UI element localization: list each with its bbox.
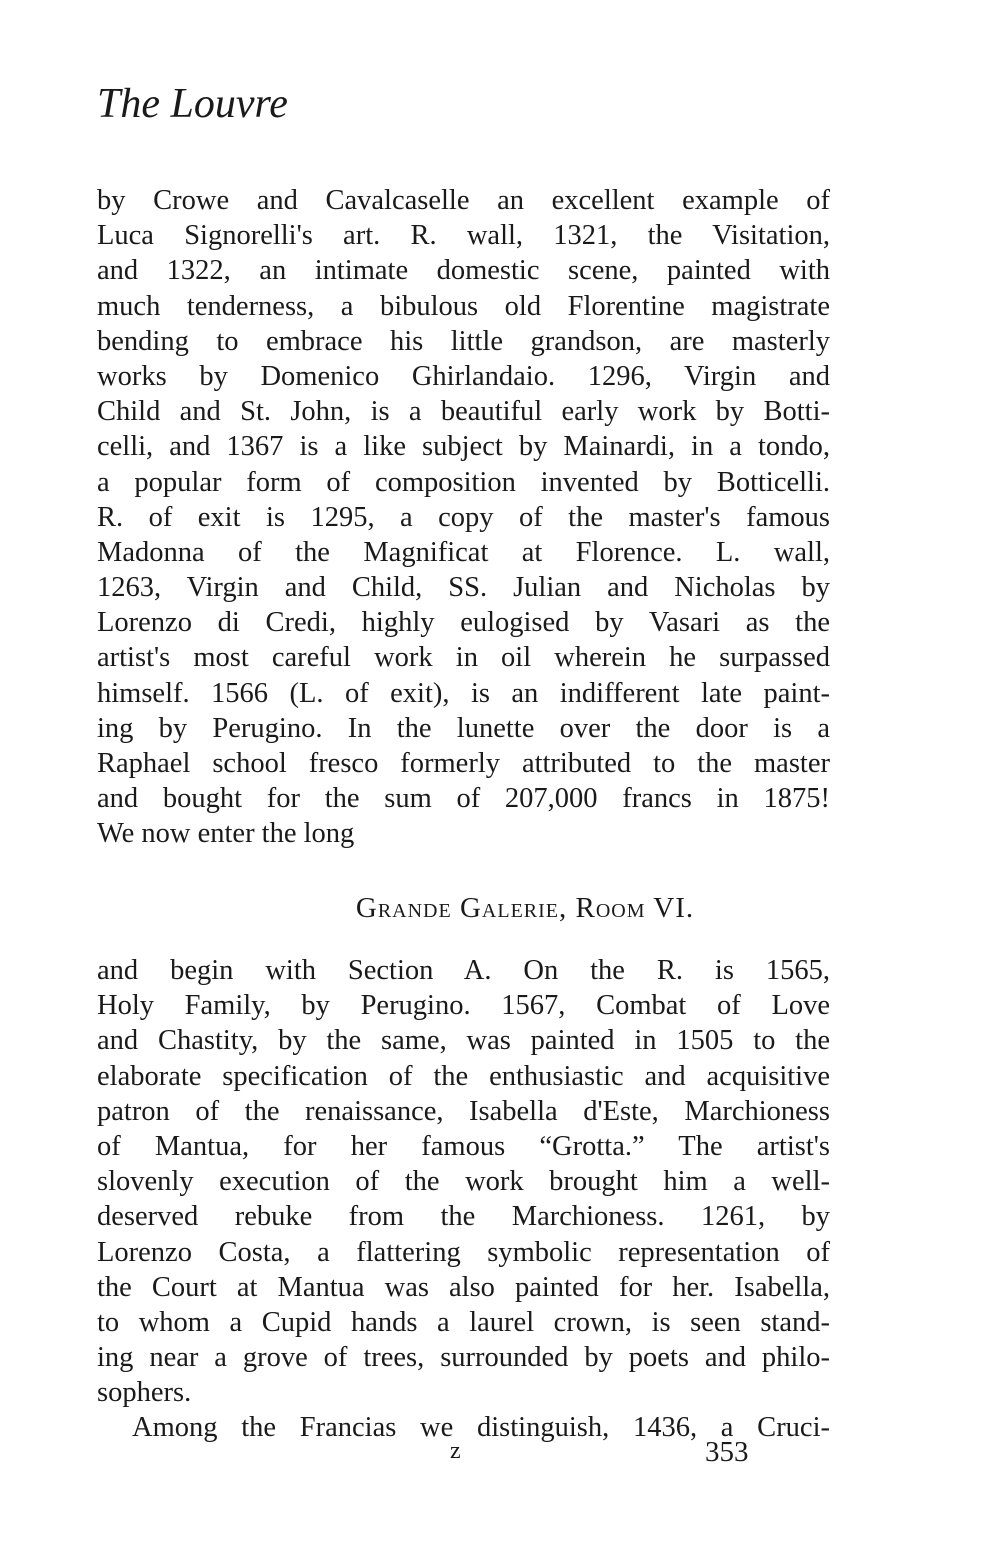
text-line: and begin with Section A. On the R. is 1565, [97, 955, 830, 986]
text-line: bending to embrace his little grandson, are masterly [97, 325, 830, 357]
text-line: deserved rebuke from the Marchioness. 1261, by [97, 1201, 830, 1233]
text-line: and 1322, an intimate domestic scene, painted with [97, 255, 830, 287]
page-number: 353 [705, 1436, 749, 1468]
paragraph-1 [97, 183, 830, 852]
text-line: Luca Signorelli's art. R. wall, 1321, the Visitation, [97, 220, 830, 252]
section-heading: Grande Galerie, Room VI. [355, 892, 695, 924]
text-line: himself. 1566 (L. of exit), is an indifferent late paint- [97, 677, 830, 709]
signature-mark: z [450, 1438, 461, 1464]
text-line: Madonna of the Magnificat at Florence. L. wall, [97, 536, 830, 568]
text-line: to whom a Cupid hands a laurel crown, is seen stand- [97, 1306, 830, 1338]
text-line: sophers. [97, 1377, 192, 1409]
text-line: celli, and 1367 is a like subject by Mainardi, in a tondo, [97, 431, 830, 463]
text-line: much tenderness, a bibulous old Florentine magistrate [97, 290, 830, 322]
text-line: Raphael school fresco formerly attributed to the master [97, 748, 830, 779]
text-line: Lorenzo di Credi, highly eulogised by Vasari as the [97, 607, 830, 639]
text-line: 1263, Virgin and Child, SS. Julian and Nicholas by [97, 572, 830, 604]
text-line: artist's most careful work in oil wherein he surpassed [97, 642, 830, 674]
text-line: works by Domenico Ghirlandaio. 1296, Virgin and [97, 360, 830, 392]
text-line: the Court at Mantua was also painted for her. Isabella, [97, 1271, 830, 1303]
paragraph-2 [97, 953, 830, 1446]
text-line: R. of exit is 1295, a copy of the master's famous [97, 501, 830, 533]
text-line: a popular form of composition invented by Botticelli. [97, 466, 830, 498]
text-line: Among the Francias we distinguish, 1436, a Cruci- [132, 1412, 830, 1444]
text-line: and bought for the sum of 207,000 francs in 1875! [97, 783, 830, 815]
text-line: by Crowe and Cavalcaselle an excellent example of [97, 185, 830, 216]
text-line: We now enter the long [97, 818, 355, 850]
text-line: Holy Family, by Perugino. 1567, Combat of Love [97, 990, 830, 1022]
text-line: and Chastity, by the same, was painted in 1505 to the [97, 1025, 830, 1057]
text-line: elaborate specification of the enthusiastic and acquisitive [97, 1060, 830, 1092]
text-line: ing near a grove of trees, surrounded by poets and philo- [97, 1342, 830, 1374]
running-head: The Louvre [97, 81, 288, 127]
text-line: patron of the renaissance, Isabella d'Este, Marchioness [97, 1095, 830, 1127]
text-line: slovenly execution of the work brought him a well- [97, 1166, 830, 1198]
text-line: Lorenzo Costa, a flattering symbolic representation of [97, 1236, 830, 1268]
text-line: ing by Perugino. In the lunette over the door is a [97, 712, 830, 744]
text-line: Child and St. John, is a beautiful early work by Botti- [97, 396, 830, 428]
text-line: of Mantua, for her famous “Grotta.” The artist's [97, 1130, 830, 1162]
